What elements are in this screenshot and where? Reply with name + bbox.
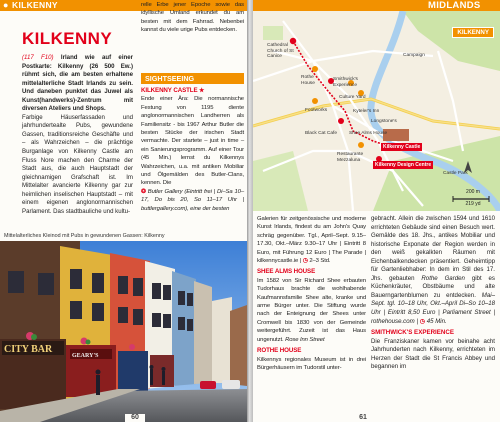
rothe-info: Mai–Sept. tgl. 10–18 Uhr, Okt.–April Di–So 10–18 Uhr | Eintritt 8,50 Euro | Parliament Street | rothehouse.com | xyxy=(371,291,495,325)
page-number: 60 xyxy=(125,414,145,422)
castle-info: Galerien für zeitgenössische und moderne Kunst Irlands, findest du am John's Quay schräg gegenüber. Tgl., April–Sept. 9.15–17.30, Okt.–März 9.30–17 Uhr | Eintritt 8 Euro, mit Führung 12 Euro | The Parade | kilkennycastle.ie | xyxy=(257,216,366,265)
street-scene-illustration xyxy=(0,241,247,422)
map-label-castle-park: Castle Park xyxy=(443,171,468,176)
running-header: MIDLANDS xyxy=(428,0,481,11)
street-photo xyxy=(0,241,247,422)
gallery-text: Butler Gallery (Eintritt frei | Di–Sa 10–17, Do bis 20, So 11–17 Uhr | buttlergallery.com), eine der besten xyxy=(141,188,244,212)
right-page xyxy=(253,0,500,422)
continued-text: relle Erbe jener Epoche sowie das idyllische Umland erkundet du am besten mit dem Fahrrad. Nebenbei kannst du viele urige Pubs entdecken. xyxy=(141,2,244,34)
city-bar-sign: CITY BAR xyxy=(4,344,53,355)
star-icon: ★ xyxy=(199,88,205,94)
gearys-sign: GEARY'S xyxy=(72,353,99,359)
sightseeing-column xyxy=(141,1,244,35)
intro-column xyxy=(22,54,133,216)
rothe-continued: gebracht. Allein die zwischen 1594 und 1610 errichteten Gebäude sind einen Besuch wert. Gemälde des 18. Jhs., antikes Mobiliar und historische Exponate der Region werden in den weiß gekalkten Räumen mit Eichenbalkendecken präsentiert. Geheimtipp für Gartenliebhaber: In dem im Stil des 17. Jhs. gebauten xyxy=(371,215,495,282)
running-header: KILKENNY xyxy=(12,0,58,10)
clock-icon: ◷ xyxy=(419,317,426,325)
map-label-design-centre: Kilkenny Design Centre xyxy=(375,162,432,168)
rothe-continued-column xyxy=(371,215,495,372)
map-label-shee: Shee Alms House xyxy=(349,131,388,136)
map-label-footworks: Footworks xyxy=(305,108,328,113)
section-heading: SIGHTSEEING xyxy=(141,73,244,84)
map-label-longstone: Longstone's xyxy=(371,119,397,124)
map-label-rothe: Rothe House xyxy=(301,75,315,86)
intro-text: Irland wie auf einer Postkarte: Kilkenny (26 500 Ew.) rühmt sich, die am besten erhaltene mittelalterliche Stadt Irlands zu sein. Und daneben punktet das Juwel als Kunst(handwerks)-Zentrum mit diversen Ateliers und Shops. xyxy=(22,54,133,113)
map-label-culture: Culture Yard xyxy=(339,95,366,100)
rothe-garden: Rothe Garden xyxy=(421,274,465,282)
map-label-black-cat: Black Cat Cafe xyxy=(305,131,337,136)
page-number: 61 xyxy=(353,414,373,422)
left-page xyxy=(0,0,247,422)
map-label-restaurant: Restaurante Mezzaluna xyxy=(337,152,364,163)
map-label-campaign: Campaign xyxy=(403,53,425,58)
scale-yards: 219 yd xyxy=(465,201,481,207)
map-label-kyteler: Kyteler's Inn xyxy=(353,109,380,114)
shee-address: Rose Inn Street xyxy=(285,336,325,343)
map-reference: (117 F10) xyxy=(22,54,54,61)
scale-meters: 200 m xyxy=(466,189,480,195)
map-label-cathedral: Cathedral Church of St Canice xyxy=(267,43,294,60)
smithwick-heading: SMITHWICK'S EXPERIENCE xyxy=(371,329,454,337)
photo-caption: Mittelalterliches Kleinod mit Pubs in gewundenen Gassen: Kilkenny xyxy=(4,233,165,239)
tip-icon: ❂ xyxy=(141,188,146,195)
map-label-smithwick: Smithwick's Experience xyxy=(333,77,358,88)
castle-duration: 2–3 Std. xyxy=(309,258,331,265)
rothe-duration: 45 Min. xyxy=(426,317,447,325)
rothe-continued-2: gibt es Küchenkräuter, Obstbäume und alte Bauerngartenblumen zu entdecken. xyxy=(371,274,495,299)
clock-icon: ◷ xyxy=(302,258,308,265)
city-map xyxy=(253,11,500,211)
castle-info-column xyxy=(257,215,366,372)
rothe-heading: ROTHE HOUSE xyxy=(257,347,302,355)
shee-text: Im 1582 von Sir Richard Shee erbauten Tudorhaus brachte die wohlhabende Kaufmannsfamilie Shee alte, kranke und arme Bürger unter. Die Stiftung wurde nach der Enteignung der Shees unter Cromwell bis 1830 von der Gemeinde weitergeführt. Zuzeit ist das Haus ungenutzt. xyxy=(257,277,366,343)
castle-text: Ende einer Ära: Die normannische Festung von 1195 diente anglonormannischen Landherren als Familiensitz - bis 1967 Arthur Butler die besten Stücke der irischen Stadt vermachte. Der startete – just in time – ein Sanierungsprogramm. Auf einer Tour (45 Min.) lernst du Kilkennys Wahrzeichen, u.a. mit antiken Mobiliar und Ölgemälden des Butler-Clans, kennen. Die xyxy=(141,96,244,187)
castle-entry xyxy=(141,87,244,213)
map-label-castle: Kilkenny Castle xyxy=(383,144,421,150)
shee-heading: SHEE ALMS HOUSE xyxy=(257,268,316,276)
castle-heading: KILKENNY CASTLE xyxy=(141,87,198,94)
location-pin-icon: ● xyxy=(3,0,9,10)
body-text: Farbige Häuserfassaden und jahrhundertealte Pubs, gewundene Gassen, traditionsreiche Geschäfte und – als Wahrzeichen – die prächtige Burganlage von Kilkenny Castle am Fluss Nore machen den Charme der Stadt aus, die auch Hauptstadt der gleichnamigen Grafschaft ist. Im Mittelalter avancierte Kilkenny gar zur heimlichen inselischen Hauptstadt – mit einem eigenen anglonormannischen Parlament. Das stadtbauliche und kultu- xyxy=(22,113,133,215)
smithwick-text: Die Franziskaner kamen vor beinahe acht Jahrhunderten nach Kilkenny, errichteten im Herzen der Stadt die St Francis Abbey und begannen im xyxy=(371,337,495,371)
map-title-badge: KILKENNY xyxy=(452,27,494,38)
page-title: KILKENNY xyxy=(22,29,113,48)
rothe-text: Kilkennys regionales Museum ist in drei Bürgerhäusern im Tudorstil unter- xyxy=(257,356,366,371)
